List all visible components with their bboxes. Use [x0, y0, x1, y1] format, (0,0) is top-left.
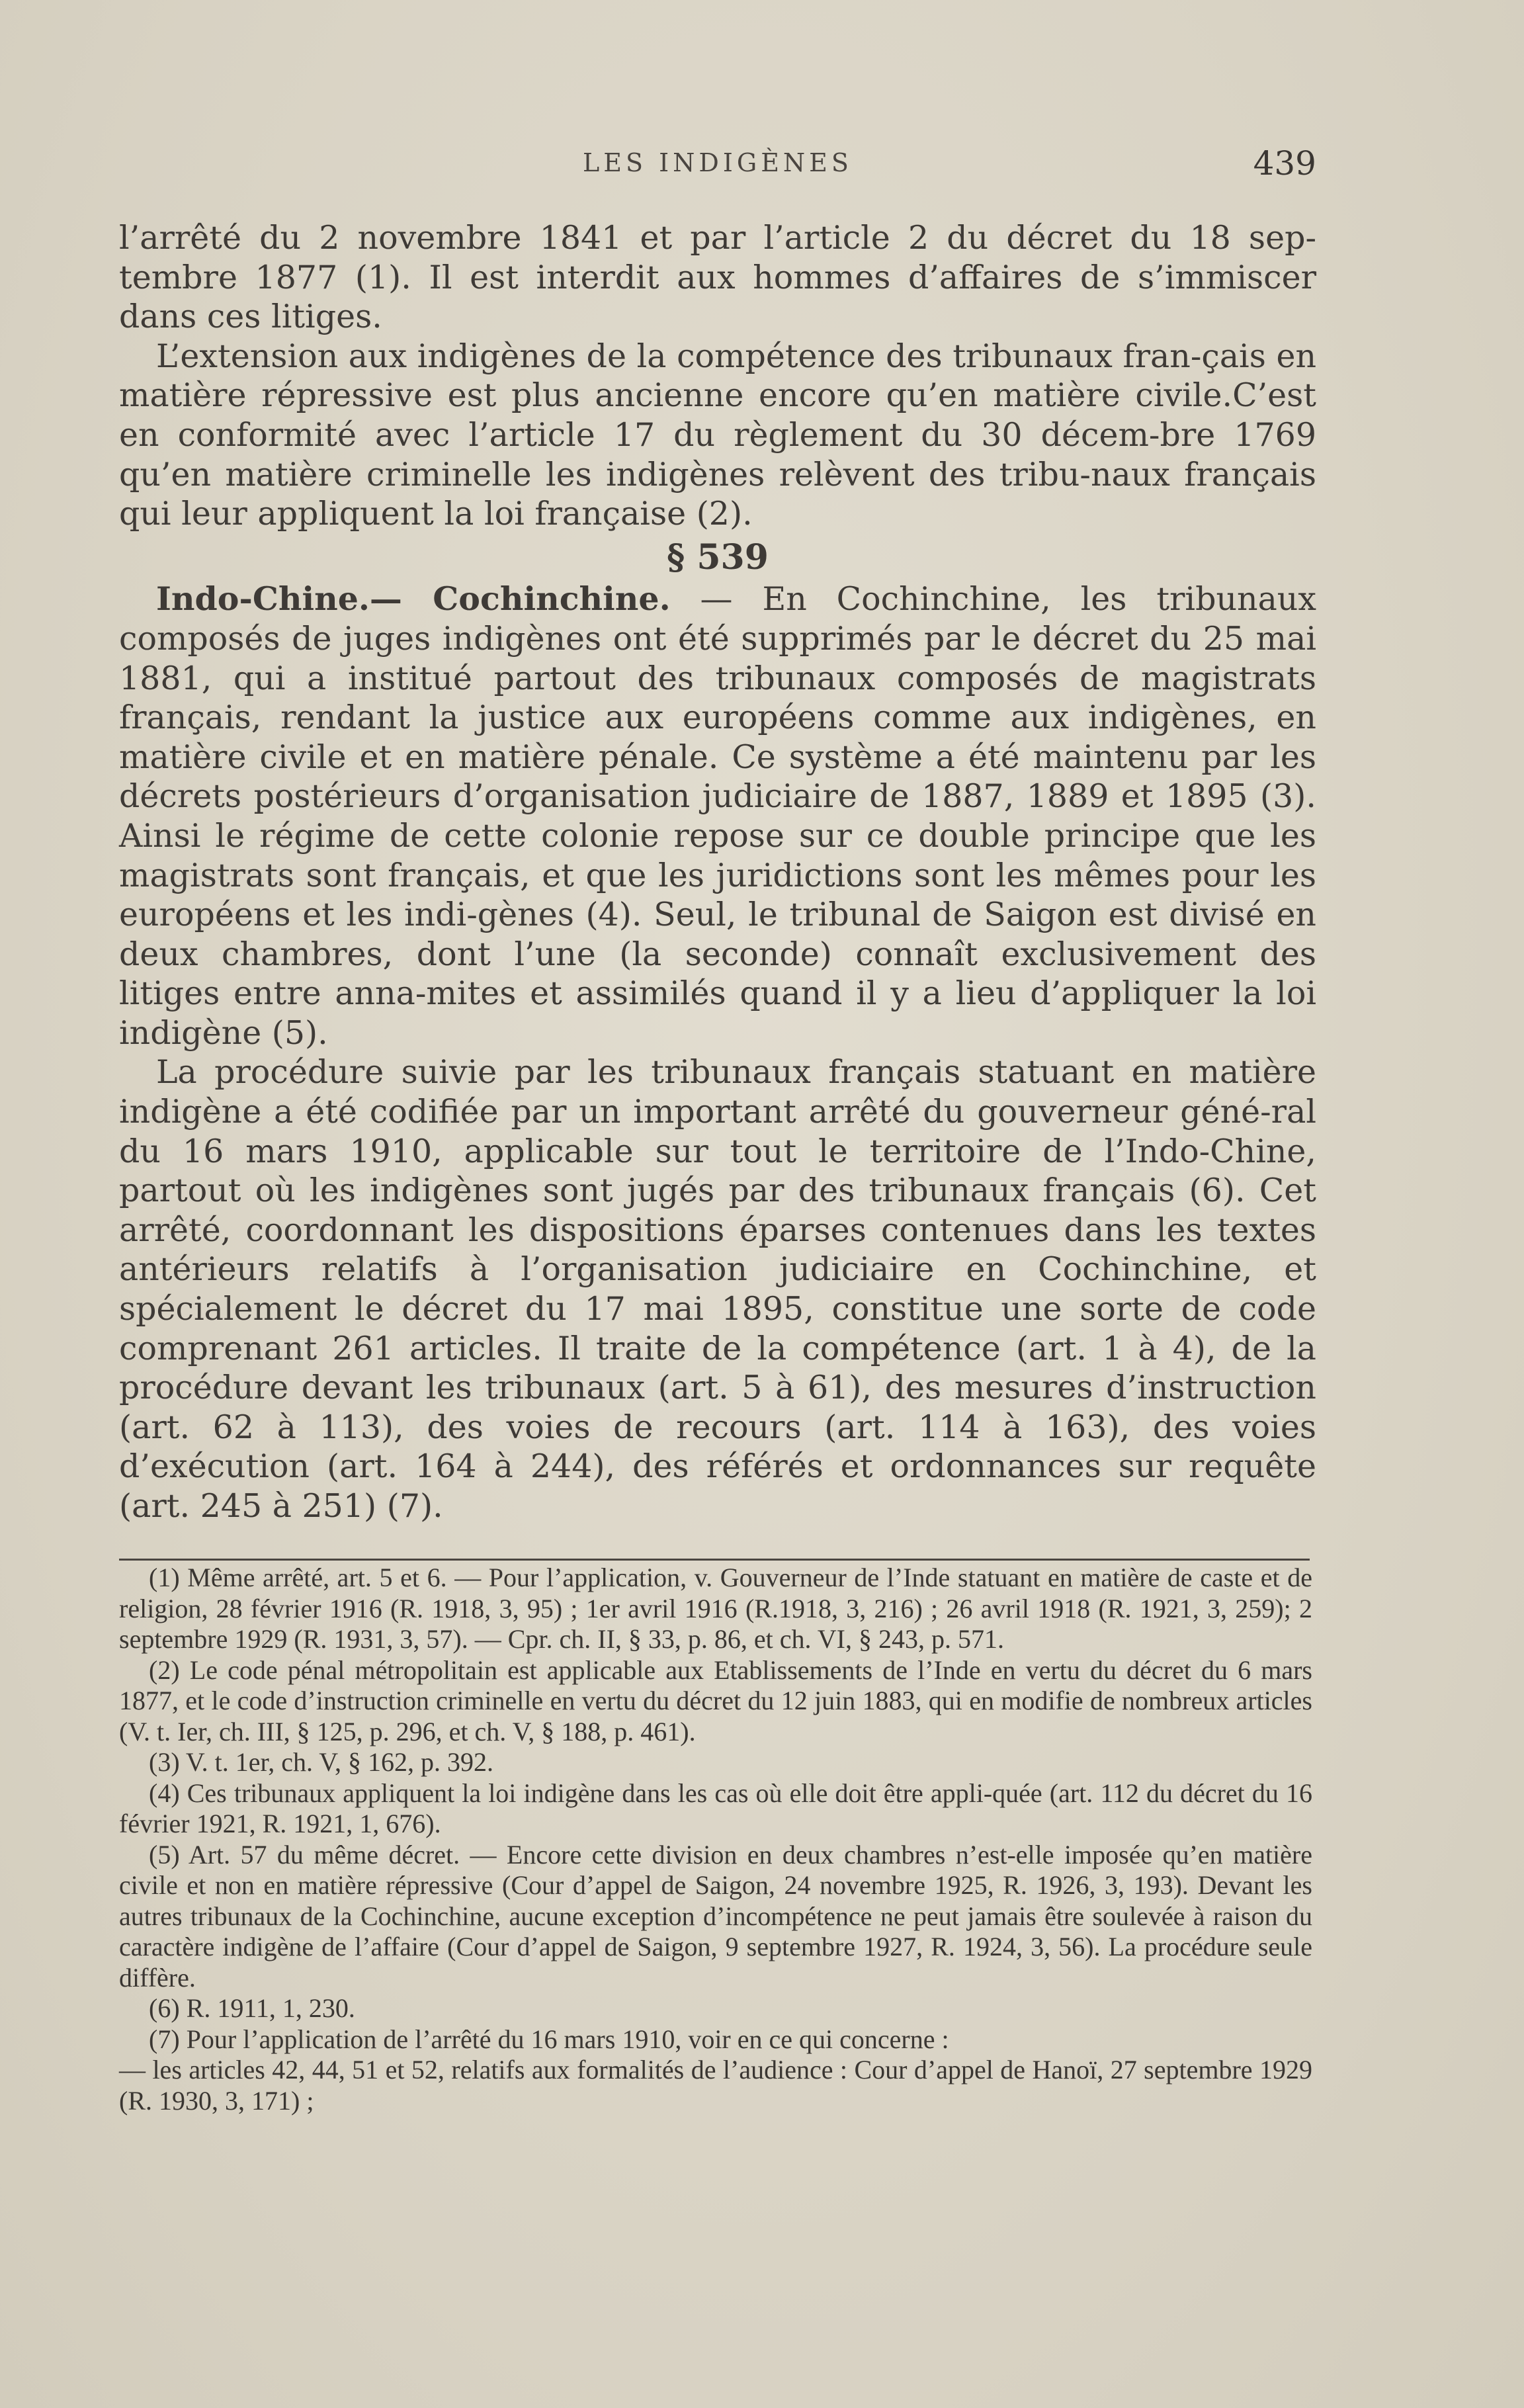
footnote-7-continuation: — les articles 42, 44, 51 et 52, relatifs aux formalités de l’audience : Cour d’appel de Hanoï, 27 septembre 1929 (R. 1930, 3, 171) ; [119, 2055, 1312, 2116]
running-title: LES INDIGÈNES [583, 148, 853, 177]
footnote-4: (4) Ces tribunaux appliquent la loi indigène dans les cas où elle doit être appli-quée (art. 112 du décret du 16 février 1921, R. 1921, 1, 676). [119, 1778, 1312, 1838]
footnote-3: (3) V. t. 1er, ch. V, § 162, p. 392. [149, 1747, 493, 1777]
footnote-6: (6) R. 1911, 1, 230. [149, 1993, 355, 2023]
paragraph-cochinchine [119, 580, 1316, 1053]
paragraph-continuation: l’arrêté du 2 novembre 1841 et par l’article 2 du décret du 18 sep-tembre 1877 (1). Il est interdit aux hommes d’affaires de s’immiscer dans ces litiges. [119, 219, 1316, 336]
page-number: 439 [1253, 144, 1316, 183]
paragraph-procedure: La procédure suivie par les tribunaux français statuant en matière indigène a été codifiée par un important arrêté du gouverneur géné-ral du 16 mars 1910, applicable sur tout le territoire de l’Indo-Chine, partout où les indigènes sont jugés par des tribunaux français (6). Cet arrêté, coordonnant les dispositions éparses contenues dans les textes antérieurs relatifs à l’organisation judiciaire en Cochinchine, et spécialement le décret du 17 mai 1895, constitue une sorte de code comprenant 261 articles. Il traite de la compétence (art. 1 à 4), de la procédure devant les tribunaux (art. 5 à 61), des mesures d’instruction (art. 62 à 113), des voies de recours (art. 114 à 163), des voies d’exécution (art. 164 à 244), des référés et ordonnances sur requête (art. 245 à 251) (7). [119, 1053, 1316, 1525]
footnotes [119, 1563, 1312, 2116]
footnote-2: (2) Le code pénal métropolitain est applicable aux Etablissements de l’Inde en vertu du décret du 6 mars 1877, et le code d’instruction criminelle en vertu du décret du 12 juin 1883, qui en modifie de nombreux articles (V. t. Ier, ch. III, § 125, p. 296, et ch. V, § 188, p. 461). [119, 1655, 1312, 1746]
footnote-5: (5) Art. 57 du même décret. — Encore cette division en deux chambres n’est-elle imposée qu’en matière civile et non en matière répressive (Cour d’appel de Saigon, 24 novembre 1925, R. 1926, 3, 193). Devant les autres tribunaux de la Cochinchine, aucune exception d’incompétence ne peut jamais être soulevée à raison du caractère indigène de l’affaire (Cour d’appel de Saigon, 9 septembre 1927, R. 1924, 3, 56). La procédure seule diffère. [119, 1839, 1312, 1993]
section-lead-text: — En Cochinchine, les tribunaux composés de juges indigènes ont été supprimés par le décret du 25 mai 1881, qui a institué partout des tribunaux composés de magistrats français, rendant la justice aux européens comme aux indigènes, en matière civile et en matière pénale. Ce système a été maintenu par les décrets postérieurs d’organisation judiciaire de 1887, 1889 et 1895 (3). Ainsi le régime de cette colonie repose sur ce double principe que les magistrats sont français, et que les juridictions sont les mêmes pour les européens et les indi-gènes (4). Seul, le tribunal de Saigon est divisé en deux chambres, dont l’une (la seconde) connaît exclusivement des litiges entre anna-mites et assimilés quand il y a lieu d’appliquer la loi indigène (5). [119, 580, 1316, 1052]
page-header [119, 144, 1316, 188]
section-lead: Indo-Chine.— Cochinchine. [156, 580, 671, 619]
main-text [119, 218, 1316, 1526]
paragraph-extension: L’extension aux indigènes de la compétence des tribunaux fran-çais en matière répressive est plus ancienne encore qu’en matière civile.C’est en conformité avec l’article 17 du règlement du 30 décem-bre 1769 qu’en matière criminelle les indigènes relèvent des tribu-naux français qui leur appliquent la loi française (2). [119, 337, 1316, 533]
footnote-separator [119, 1559, 1310, 1561]
footnote-7: (7) Pour l’application de l’arrêté du 16 mars 1910, voir en ce qui concerne : [149, 2024, 949, 2054]
footnote-1: (1) Même arrêté, art. 5 et 6. — Pour l’application, v. Gouverneur de l’Inde statuant en matière de caste et de religion, 28 février 1916 (R. 1918, 3, 95) ; 1er avril 1916 (R.1918, 3, 216) ; 26 avril 1918 (R. 1921, 3, 259); 2 septembre 1929 (R. 1931, 3, 57). — Cpr. ch. II, § 33, p. 86, et ch. VI, § 243, p. 571. [119, 1563, 1312, 1654]
section-heading: § 539 [667, 537, 769, 578]
